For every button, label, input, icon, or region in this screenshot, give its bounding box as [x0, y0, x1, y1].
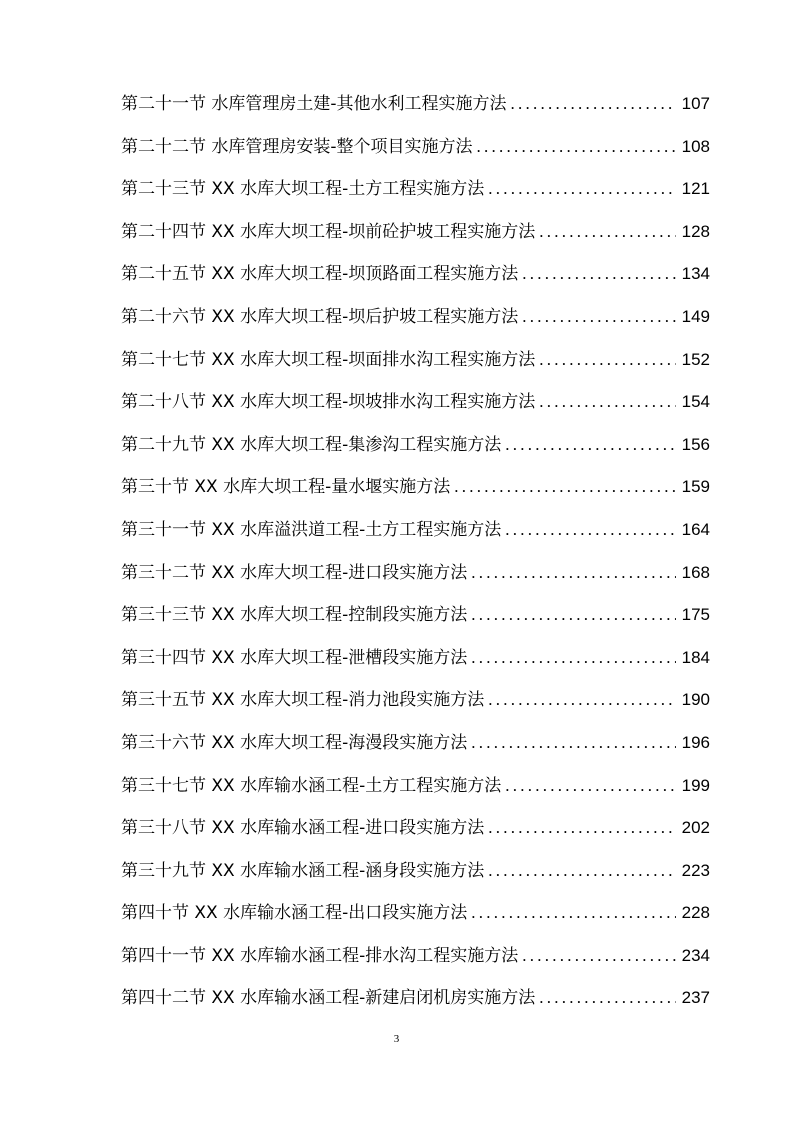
toc-leader-dots: [471, 892, 675, 935]
toc-entry[interactable]: [121, 381, 710, 424]
toc-entry-page: 228: [681, 903, 710, 923]
toc-entry-title: 第二十三节 XX 水库大坝工程-土方工程实施方法: [121, 179, 485, 200]
toc-entry-title: 第二十二节 水库管理房安装-整个项目实施方法: [121, 136, 473, 157]
toc-leader-dots: [471, 637, 675, 680]
toc-leader-dots: [522, 935, 675, 978]
toc-leader-dots: [539, 211, 675, 254]
toc-entry-title: 第三十三节 XX 水库大坝工程-控制段实施方法: [121, 605, 468, 626]
toc-leader-dots: [488, 807, 675, 850]
toc-entry-page: 107: [681, 94, 710, 113]
toc-entry[interactable]: [121, 935, 710, 978]
toc-entry-page: 121: [681, 179, 710, 199]
toc-entry[interactable]: [121, 892, 710, 935]
toc-entry[interactable]: [121, 637, 710, 680]
toc-entry[interactable]: [121, 722, 710, 765]
toc-leader-dots: [471, 594, 675, 637]
toc-entry[interactable]: [121, 466, 710, 509]
toc-entry-title: 第三十二节 XX 水库大坝工程-进口段实施方法: [121, 562, 468, 583]
toc-entry-page: 223: [681, 860, 710, 880]
toc-leader-dots: [522, 296, 675, 339]
toc-entry-title: 第二十六节 XX 水库大坝工程-坝后护坡工程实施方法: [121, 306, 519, 327]
toc-entry-title: 第四十一节 XX 水库输水涵工程-排水沟工程实施方法: [121, 945, 519, 966]
toc-entry-title: 第三十节 XX 水库大坝工程-量水堰实施方法: [121, 477, 451, 498]
toc-entry-title: 第三十九节 XX 水库输水涵工程-涵身段实施方法: [121, 860, 485, 881]
toc-entry-page: 199: [681, 775, 710, 795]
toc-entry[interactable]: [121, 765, 710, 808]
toc-entry-page: 134: [681, 264, 710, 284]
toc-entry-page: 190: [681, 690, 710, 710]
toc-entry[interactable]: [121, 253, 710, 296]
toc-leader-dots: [471, 552, 675, 595]
toc-entry-page: 196: [681, 732, 710, 752]
toc-entry-title: 第三十四节 XX 水库大坝工程-泄槽段实施方法: [121, 647, 468, 668]
toc-leader-dots: [477, 126, 676, 169]
toc-entry-title: 第二十五节 XX 水库大坝工程-坝顶路面工程实施方法: [121, 264, 519, 285]
toc-entry-page: 149: [681, 306, 710, 326]
toc-entry-page: 175: [681, 605, 710, 625]
toc-entry-title: 第二十九节 XX 水库大坝工程-集渗沟工程实施方法: [121, 434, 502, 455]
toc-entry-page: 128: [681, 221, 710, 241]
toc-entry[interactable]: [121, 594, 710, 637]
toc-entry[interactable]: [121, 977, 710, 1020]
toc-leader-dots: [454, 466, 675, 509]
toc-entry[interactable]: [121, 807, 710, 850]
toc-leader-dots: [522, 253, 675, 296]
toc-entry-page: 108: [681, 136, 710, 156]
toc-entry-page: 156: [681, 434, 710, 454]
toc-entry[interactable]: [121, 296, 710, 339]
toc-entry-page: 152: [681, 349, 710, 369]
toc-leader-dots: [505, 509, 675, 552]
toc-entry-page: 154: [681, 392, 710, 412]
toc-leader-dots: [488, 679, 675, 722]
toc-entry[interactable]: [121, 424, 710, 467]
toc-leader-dots: [505, 424, 675, 467]
toc-entry-title: 第四十二节 XX 水库输水涵工程-新建启闭机房实施方法: [121, 988, 536, 1009]
toc-leader-dots: [539, 339, 675, 382]
toc-entry-title: 第三十七节 XX 水库输水涵工程-土方工程实施方法: [121, 775, 502, 796]
toc-leader-dots: [539, 381, 675, 424]
toc-entry-title: 第二十一节 水库管理房土建-其他水利工程实施方法: [121, 94, 507, 114]
toc-leader-dots: [539, 977, 675, 1020]
toc-leader-dots: [471, 722, 675, 765]
toc-entry-page: 184: [681, 647, 710, 667]
toc-entry-page: 202: [681, 818, 710, 838]
toc-entry[interactable]: [121, 509, 710, 552]
toc-entry-title: 第三十五节 XX 水库大坝工程-消力池段实施方法: [121, 690, 485, 711]
toc-entry-page: 234: [681, 945, 710, 965]
toc-leader-dots: [488, 168, 675, 211]
toc-entry[interactable]: [121, 339, 710, 382]
toc-leader-dots: [511, 83, 676, 126]
toc-entry-page: 168: [681, 562, 710, 582]
toc-entry-page: 237: [681, 988, 710, 1008]
toc-entry-page: 164: [681, 519, 710, 539]
table-of-contents: [121, 83, 710, 1020]
toc-entry-title: 第二十四节 XX 水库大坝工程-坝前砼护坡工程实施方法: [121, 221, 536, 242]
toc-entry-title: 第二十七节 XX 水库大坝工程-坝面排水沟工程实施方法: [121, 349, 536, 370]
toc-entry[interactable]: [121, 211, 710, 254]
toc-entry-title: 第二十八节 XX 水库大坝工程-坝坡排水沟工程实施方法: [121, 392, 536, 413]
toc-entry[interactable]: [121, 850, 710, 893]
toc-leader-dots: [488, 850, 675, 893]
toc-entry[interactable]: [121, 126, 710, 169]
toc-entry[interactable]: [121, 679, 710, 722]
toc-entry-title: 第三十八节 XX 水库输水涵工程-进口段实施方法: [121, 818, 485, 839]
toc-entry[interactable]: [121, 168, 710, 211]
toc-entry[interactable]: [121, 552, 710, 595]
page-number: 3: [393, 1033, 400, 1045]
toc-entry-title: 第三十六节 XX 水库大坝工程-海漫段实施方法: [121, 732, 468, 753]
toc-entry-title: 第三十一节 XX 水库溢洪道工程-土方工程实施方法: [121, 519, 502, 540]
toc-leader-dots: [505, 765, 675, 808]
toc-entry[interactable]: [121, 83, 710, 126]
toc-entry-title: 第四十节 XX 水库输水涵工程-出口段实施方法: [121, 903, 468, 924]
toc-entry-page: 159: [681, 477, 710, 497]
